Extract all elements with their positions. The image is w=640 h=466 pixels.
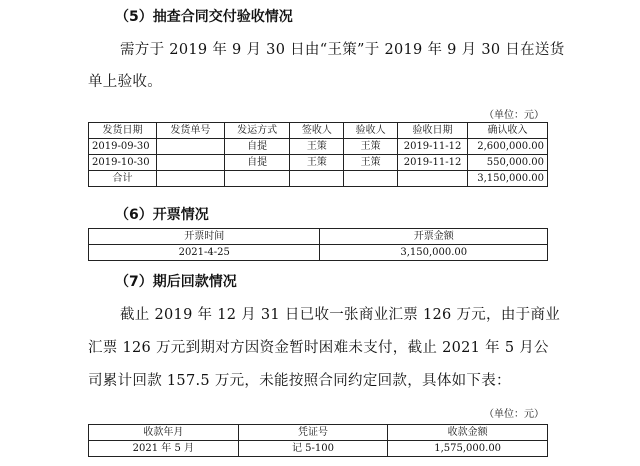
invoice-table [88,228,548,261]
section5-paragraph-line1: 需方于 2019 年 9 月 30 日由“王策”于 2019 年 9 月 30 日在送货 [120,42,565,58]
cell-voucher-no: 记 5-100 [238,441,388,457]
cell-collect-amount: 1,575,000.00 [388,441,548,457]
header-cell: 发运方式 [224,123,290,139]
table-header-row [89,229,548,245]
cell-ship-no [156,155,224,171]
cell-signer: 王策 [290,139,344,155]
cell-acceptor: 王策 [344,139,398,155]
section7-unit-label: （单位：元） [484,409,544,420]
table-header-row [89,123,548,139]
cell-empty [224,171,290,187]
section5-heading: （5）抽查合同交付验收情况 [115,9,293,25]
header-cell: 收款金额 [388,425,548,441]
header-cell: 收款年月 [89,425,239,441]
cell-empty [290,171,344,187]
section7-heading: （7）期后回款情况 [115,274,237,290]
header-cell: 验收日期 [398,123,468,139]
cell-empty [156,171,224,187]
table-header-row [89,425,548,441]
table-row [89,441,548,457]
section6-heading: （6）开票情况 [115,207,209,223]
cell-collect-month: 2021 年 5 月 [89,441,239,457]
table-row [89,155,548,171]
header-cell: 验收人 [344,123,398,139]
cell-signer: 王策 [290,155,344,171]
cell-acceptor: 王策 [344,155,398,171]
cell-invoice-amount: 3,150,000.00 [320,245,548,261]
section7-paragraph-line2: 汇票 126 万元到期对方因资金暂时困难未支付，截止 2021 年 5 月公 [88,340,549,356]
section7-paragraph-line3: 司累计回款 157.5 万元，未能按照合同约定回款，具体如下表： [88,373,511,389]
collection-table [88,424,548,457]
cell-ship-date: 2019-10-30 [89,155,157,171]
section5-paragraph-line2: 单上验收。 [88,74,162,90]
header-cell: 确认收入 [468,123,548,139]
cell-revenue: 550,000.00 [468,155,548,171]
cell-accept-date: 2019-11-12 [398,139,468,155]
section7-paragraph-line1: 截止 2019 年 12 月 31 日已收一张商业汇票 126 万元，由于商业 [120,307,561,323]
header-cell: 开票金额 [320,229,548,245]
header-cell: 发货日期 [89,123,157,139]
cell-invoice-date: 2021-4-25 [89,245,320,261]
cell-empty [398,171,468,187]
table-row [89,245,548,261]
section5-unit-label: （单位：元） [484,110,544,121]
cell-ship-method: 自提 [224,139,290,155]
cell-accept-date: 2019-11-12 [398,155,468,171]
cell-empty [344,171,398,187]
acceptance-table [88,122,548,187]
header-cell: 开票时间 [89,229,320,245]
cell-total-revenue: 3,150,000.00 [468,171,548,187]
cell-ship-date: 2019-09-30 [89,139,157,155]
table-total-row [89,171,548,187]
header-cell: 发货单号 [156,123,224,139]
cell-total-label: 合计 [89,171,157,187]
cell-revenue: 2,600,000.00 [468,139,548,155]
header-cell: 凭证号 [238,425,388,441]
table-row [89,139,548,155]
cell-ship-method: 自提 [224,155,290,171]
header-cell: 签收人 [290,123,344,139]
cell-ship-no [156,139,224,155]
